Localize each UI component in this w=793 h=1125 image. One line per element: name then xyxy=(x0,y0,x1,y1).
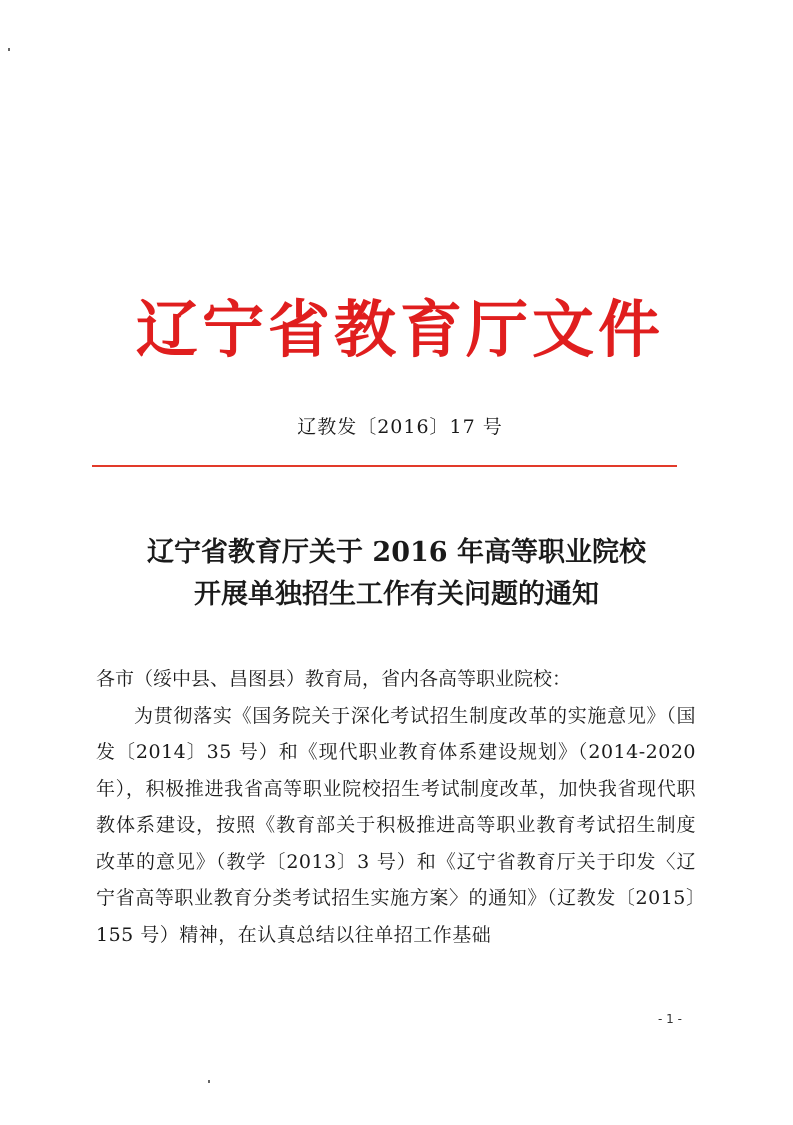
notice-title-line-1: 辽宁省教育厅关于 2016 年高等职业院校 xyxy=(147,537,646,568)
document-number: 辽教发〔2016〕17 号 xyxy=(297,416,503,438)
scan-speck xyxy=(208,1080,210,1083)
notice-title xyxy=(60,532,733,616)
body-paragraph: 为贯彻落实《国务院关于深化考试招生制度改革的实施意见》（国发〔2014〕35 号）和《现代职业教育体系建设规划》（2014-2020 年），积极推进我省高等职业院校招生考试制度改革，加快我省现代职教体系建设，按照《教育部关于积极推进高等职业教育考试招生制度改革的意见》（教学〔2013〕3 号）和《辽宁省教育厅关于印发〈辽宁省高等职业教育分类考试招生实施方案〉的通知》（辽教发〔2015〕155 号）精神，在认真总结以往单招工作基础 xyxy=(96,704,696,946)
salutation: 各市（绥中县、昌图县）教育局，省内各高等职业院校： xyxy=(96,668,572,690)
red-divider-line xyxy=(92,465,677,467)
scan-speck xyxy=(8,48,10,51)
page-number: - 1 - xyxy=(658,1012,682,1026)
issuer-title: 辽宁省教育厅文件 xyxy=(135,293,664,366)
notice-body xyxy=(96,661,696,953)
notice-title-line-2: 开展单独招生工作有关问题的通知 xyxy=(194,579,599,610)
